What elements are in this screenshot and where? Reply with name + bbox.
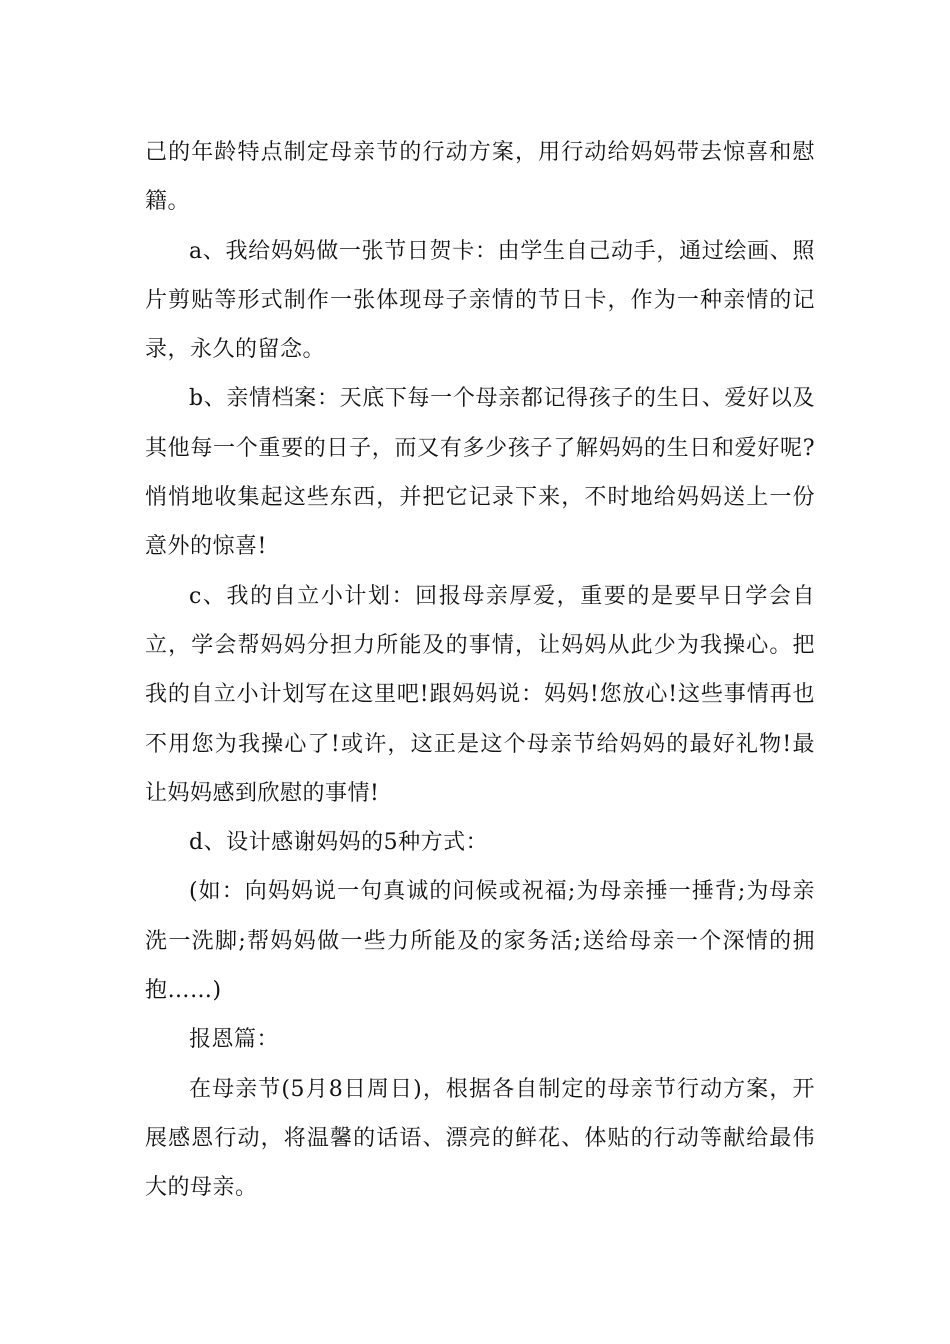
paragraph-continuation: 己的年龄特点制定母亲节的行动方案，用行动给妈妈带去惊喜和慰籍。	[145, 140, 815, 215]
section-heading: 报恩篇：	[189, 1027, 280, 1053]
paragraph-item-a: a、我给妈妈做一张节日贺卡：由学生自己动手，通过绘画、照片剪贴等形式制作一张体现母子亲情的节日卡，作为一种亲情的记录，永久的留念。	[145, 238, 815, 363]
paragraph-gratitude-action: 在母亲节(5月8日周日)，根据各自制定的母亲节行动方案，开展感恩行动，将温馨的话语、漂亮的鲜花、体贴的行动等献给最伟大的母亲。	[145, 1076, 815, 1201]
paragraph-item-b: b、亲情档案：天底下每一个母亲都记得孩子的生日、爱好以及其他每一个重要的日子，而又有多少孩子了解妈妈的生日和爱好呢?悄悄地收集起这些东西，并把它记录下来，不时地给妈妈送上一份意外的惊喜!	[145, 386, 815, 560]
paragraph-item-c: c、我的自立小计划：回报母亲厚爱，重要的是要早日学会自立，学会帮妈妈分担力所能及的事情，让妈妈从此少为我操心。把我的自立小计划写在这里吧!跟妈妈说：妈妈!您放心!这些事情再也不用您为我操心了!或许，这正是这个母亲节给妈妈的最好礼物!最让妈妈感到欣慰的事情!	[145, 583, 815, 806]
document-body	[145, 128, 815, 1213]
paragraph-examples: (如：向妈妈说一句真诚的问候或祝福;为母亲捶一捶背;为母亲洗一洗脚;帮妈妈做一些力所能及的家务活;送给母亲一个深情的拥抱……)	[145, 879, 815, 1004]
paragraph-item-d: d、设计感谢妈妈的5种方式：	[189, 830, 489, 856]
